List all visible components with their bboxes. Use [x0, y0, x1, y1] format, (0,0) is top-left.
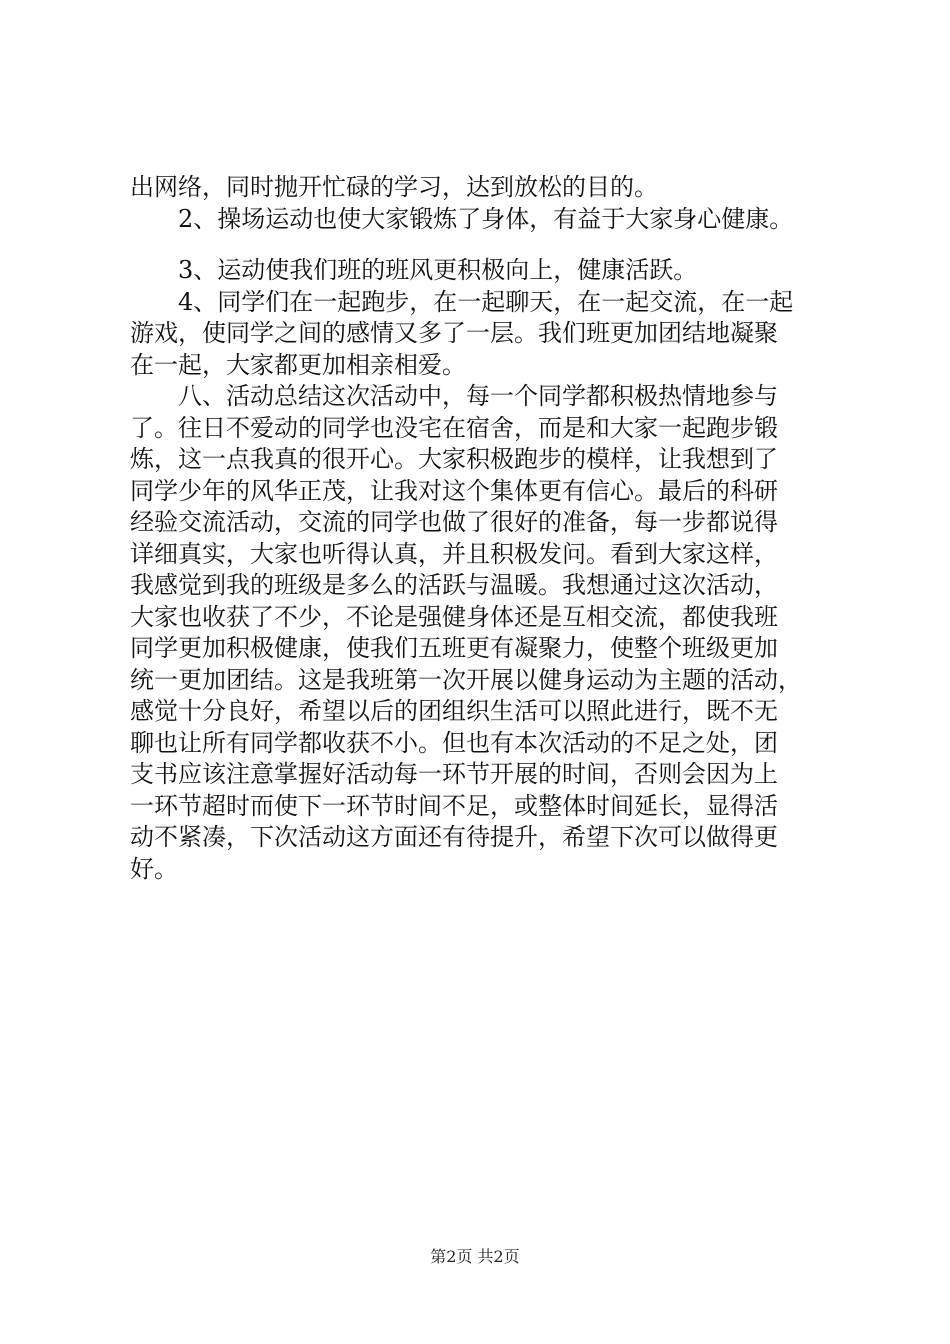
paragraph-line: 3、运动使我们班的班风更积极向上，健康活跃。: [178, 256, 698, 284]
paragraph-line: 好。: [130, 854, 178, 883]
paragraph-line: 八、活动总结这次活动中，每一个同学都积极热情地参与: [178, 382, 778, 410]
paragraph-line: 游戏，使同学之间的感情又多了一层。我们班更加团结地凝聚: [130, 319, 778, 347]
paragraph-line: 统一更加团结。这是我班第一次开展以健身运动为主题的活动，: [130, 665, 802, 694]
paragraph-line: 详细真实，大家也听得认真，并且积极发问。看到大家这样，: [130, 539, 778, 568]
paragraph-line: 大家也收获了不少，不论是强健身体还是互相交流，都使我班: [130, 602, 778, 631]
paragraph-line: 同学更加积极健康，使我们五班更有凝聚力，使整个班级更加: [130, 634, 778, 662]
paragraph-line: 2、操场运动也使大家锻炼了身体，有益于大家身心健康。: [178, 204, 794, 233]
paragraph-line: 支书应该注意掌握好活动每一环节开展的时间，否则会因为上: [130, 760, 778, 788]
document-body: [130, 172, 830, 885]
paragraph-line: 我感觉到我的班级是多么的活跃与温暖。我想通过这次活动，: [130, 571, 778, 599]
paragraph-line: 同学少年的风华正茂，让我对这个集体更有信心。最后的科研: [130, 476, 778, 505]
paragraph-line: 在一起，大家都更加相亲相爱。: [130, 350, 466, 379]
paragraph-line: 了。往日不爱动的同学也没宅在宿舍，而是和大家一起跑步锻: [130, 413, 778, 442]
paragraph-line: 聊也让所有同学都收获不小。但也有本次活动的不足之处，团: [130, 728, 778, 757]
page-number-footer: 第2页 共2页: [430, 1247, 520, 1266]
paragraph-line: 一环节超时而使下一环节时间不足，或整体时间延长，显得活: [130, 791, 778, 820]
paragraph-line: 动不紧凑，下次活动这方面还有待提升，希望下次可以做得更: [130, 823, 778, 851]
paragraph-line: 经验交流活动，交流的同学也做了很好的准备，每一步都说得: [130, 508, 778, 536]
paragraph-line: 4、同学们在一起跑步，在一起聊天，在一起交流，在一起: [178, 287, 794, 316]
paragraph-line: 炼，这一点我真的很开心。大家积极跑步的模样，让我想到了: [130, 445, 778, 473]
paragraph-line: 感觉十分良好，希望以后的团组织生活可以照此进行，既不无: [130, 697, 778, 725]
paragraph-line: 出网络，同时抛开忙碌的学习，达到放松的目的。: [130, 173, 658, 201]
